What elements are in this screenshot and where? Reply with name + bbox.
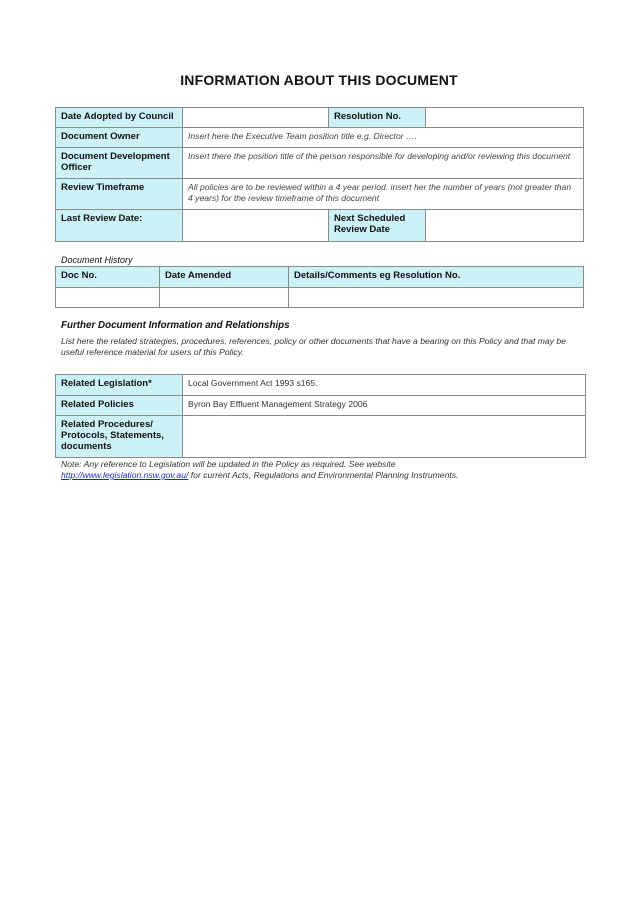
- resolution-label: Resolution No.: [329, 108, 426, 128]
- further-info-heading: Further Document Information and Relationships: [61, 320, 290, 331]
- related-policies-label: Related Policies: [56, 396, 183, 416]
- last-review-label: Last Review Date:: [56, 210, 183, 242]
- history-cell-doc-no: [56, 288, 160, 308]
- review-timeframe-value: All policies are to be reviewed within a 4 year period. insert her the number of years (not greater than 4 years) for the review timeframe of this document: [183, 179, 584, 210]
- history-header-date-amended: Date Amended: [160, 267, 289, 288]
- next-review-label: Next Scheduled Review Date: [329, 210, 426, 242]
- last-review-value: [183, 210, 329, 242]
- related-procedures-label: Related Procedures/ Protocols, Statements, documents: [56, 416, 183, 458]
- further-info-description: List here the related strategies, procedures, references, policy or other documents that have a bearing on this Policy and that may be useful reference material for users of this Policy.: [61, 336, 566, 357]
- related-policies-value: Byron Bay Effluent Management Strategy 2006: [183, 396, 586, 416]
- related-legislation-value: Local Government Act 1993 s165.: [183, 375, 586, 396]
- related-legislation-label: Related Legislation*: [56, 375, 183, 396]
- document-owner-label: Document Owner: [56, 128, 183, 148]
- history-cell-details: [289, 288, 584, 308]
- review-timeframe-label: Review Timeframe: [56, 179, 183, 210]
- document-owner-value: Insert here the Executive Team position title e.g. Director ….: [183, 128, 584, 148]
- history-header-details: Details/Comments eg Resolution No.: [289, 267, 584, 288]
- note-suffix: for current Acts, Regulations and Environmental Planning Instruments.: [188, 470, 459, 480]
- document-history-caption: Document History: [61, 255, 133, 265]
- legislation-note: [61, 459, 581, 481]
- dev-officer-value: Insert there the position title of the person responsible for developing and/or reviewing this document: [183, 148, 584, 179]
- document-history-table: [55, 266, 584, 308]
- dev-officer-label: Document Development Officer: [56, 148, 183, 179]
- note-prefix: Note: Any reference to Legislation will be updated in the Policy as required. See website: [61, 459, 396, 469]
- document-info-table: [55, 107, 584, 242]
- related-documents-table: [55, 374, 586, 458]
- date-adopted-label: Date Adopted by Council: [56, 108, 183, 128]
- related-procedures-value: [183, 416, 586, 458]
- legislation-link[interactable]: http://www.legislation.nsw.gov.au/: [61, 470, 189, 480]
- next-review-value: [426, 210, 584, 242]
- resolution-value: [426, 108, 584, 128]
- history-header-doc-no: Doc No.: [56, 267, 160, 288]
- date-adopted-value: [183, 108, 329, 128]
- table-row: [56, 288, 584, 308]
- page-title: INFORMATION ABOUT THIS DOCUMENT: [180, 72, 458, 88]
- history-cell-date-amended: [160, 288, 289, 308]
